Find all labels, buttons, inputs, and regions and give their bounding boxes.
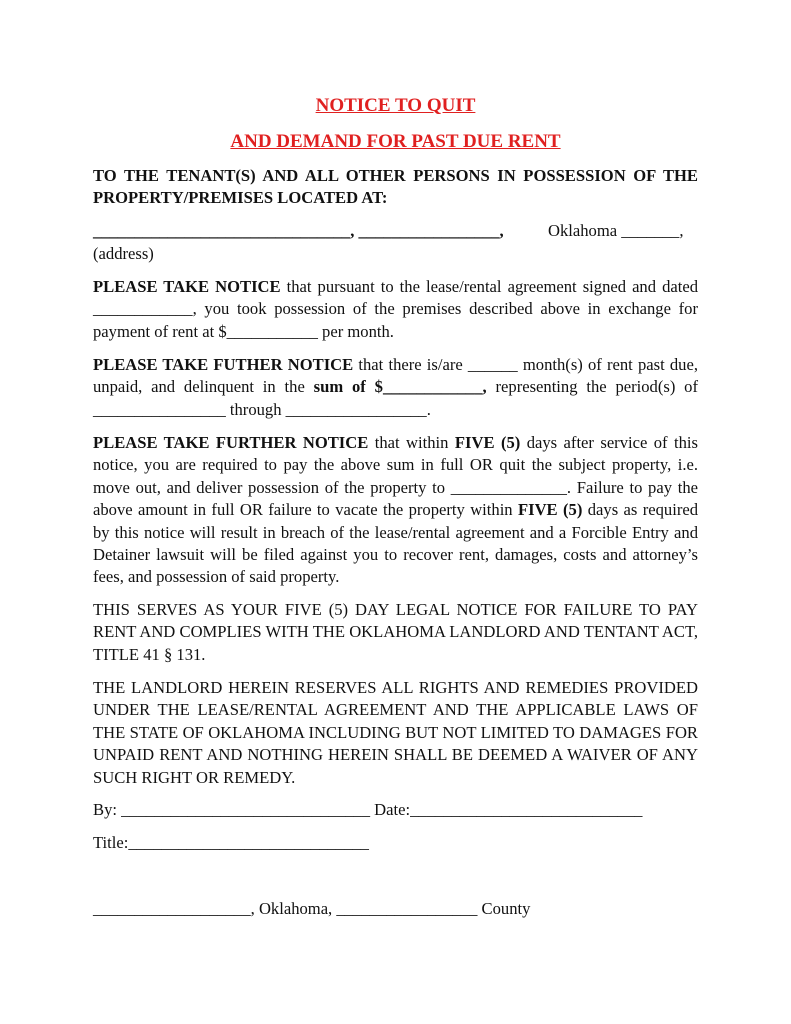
address-caption: (address)	[93, 244, 154, 263]
final-notice-consequence: days as required by this notice will result in breach of the lease/rental agreement and a Forcible Entry and Detainer lawsuit will be filed against you to recover rent, damages, costs and attorney’s fees, and possession of said property.	[93, 500, 699, 587]
paragraph-legal-notice: THIS SERVES AS YOUR FIVE (5) DAY LEGAL NOTICE FOR FAILURE TO PAY RENT AND COMPLIES WITH THE OKLAHOMA LANDLORD AND TENTANT ACT, TITLE 41 § 131.	[93, 600, 698, 664]
signature-title: Title:_____________________________	[93, 833, 369, 852]
final-notice-body: days after service of this notice, you are required to pay the above sum in full OR quit the subject property, i.e. move out, and deliver possession of the property to ______________. Failure to pay the above amount in full OR failure to vacate the property within	[93, 433, 698, 520]
paragraph-final-notice	[93, 432, 698, 589]
paragraph-notice	[93, 276, 698, 343]
final-notice-lead: PLEASE TAKE FURTHER NOTICE	[93, 433, 369, 452]
notice-lead: PLEASE TAKE NOTICE	[93, 277, 281, 296]
sum-blank: sum of $____________,	[313, 377, 487, 397]
county-line: ___________________, Oklahoma, _________________ County	[93, 899, 531, 918]
state-zip: Oklahoma _______,	[548, 221, 684, 240]
final-notice-text: that within	[368, 433, 455, 452]
further-notice-text: that there is/are ______ month(s) of rent past due, unpaid, and delinquent in the	[93, 355, 698, 397]
city-blank: _________________	[358, 221, 500, 240]
paragraph-further-notice	[93, 354, 698, 421]
title-notice-to-quit: NOTICE TO QUIT	[315, 95, 476, 116]
notice-text: that pursuant to the lease/rental agreement signed and dated ____________, you took possession of the premises described above in exchange for payment of rent at $___________ per month.	[93, 277, 699, 341]
signature-by-date: By: ______________________________ Date:____________________________	[93, 800, 643, 819]
title-demand-past-due-rent: AND DEMAND FOR PAST DUE RENT	[230, 131, 561, 152]
five-days-bold-2: FIVE (5)	[517, 500, 583, 520]
further-notice-period: representing the period(s) of ________________ through _________________.	[93, 377, 699, 419]
further-notice-lead: PLEASE TAKE FUTHER NOTICE	[93, 355, 354, 374]
addressee-heading: TO THE TENANT(S) AND ALL OTHER PERSONS IN POSSESSION OF THE PROPERTY/PREMISES LOCATED AT:	[93, 166, 698, 208]
paragraph-reservation: THE LANDLORD HEREIN RESERVES ALL RIGHTS AND REMEDIES PROVIDED UNDER THE LEASE/RENTAL AGREEMENT AND THE APPLICABLE LAWS OF THE STATE OF OKLAHOMA INCLUDING BUT NOT LIMITED TO DAMAGES FOR UNPAID RENT AND NOTHING HEREIN SHALL BE DEEMED A WAIVER OF ANY SUCH RIGHT OR REMEDY.	[93, 678, 698, 787]
address-line	[93, 220, 504, 242]
city-separator: ,	[499, 221, 504, 240]
address-blank: _______________________________	[93, 221, 351, 240]
address-separator: ,	[350, 221, 359, 240]
five-days-bold: FIVE (5)	[454, 433, 521, 452]
